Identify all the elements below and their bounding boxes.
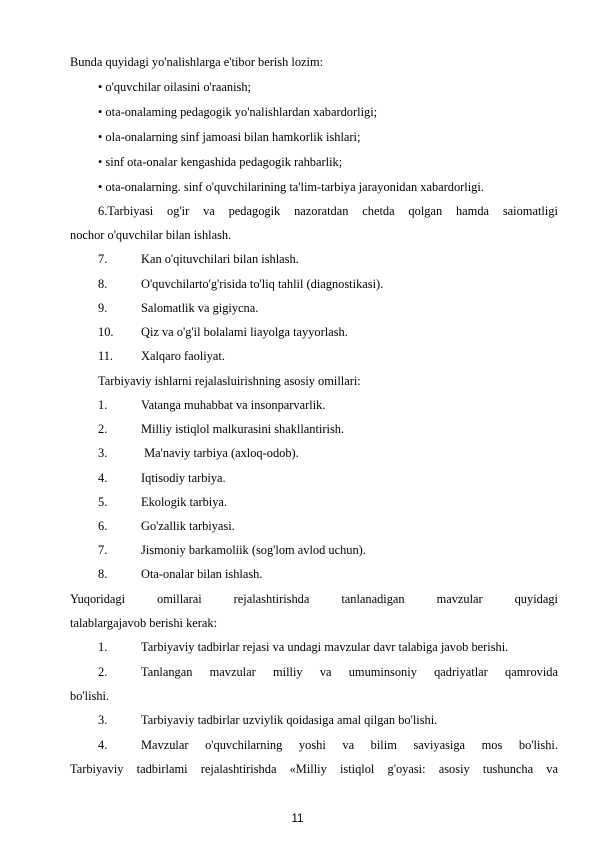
list-number: 11. [98,349,114,363]
word: umuminsoniy [348,665,417,679]
word: g'oyasi: [387,762,426,776]
section-heading: Tarbiyaviy ishlarni rejalasluirishning asosiy omillari: [98,374,361,388]
word: tushuncha [482,762,534,776]
word: mos [481,738,503,752]
word: omillarai [157,592,202,606]
list-text-continuation: bo'lishi. [70,689,110,703]
list-number: 10. [98,325,114,339]
list-text: Kan o'qituvchilari bilan ishlash. [141,252,299,266]
word: saviyasiga [413,738,466,752]
list-text-continuation [70,762,558,776]
item6-line2: nochor o'quvchilar bilan ishlash. [70,228,232,242]
word: tadbirlami [136,762,188,776]
word: nazoratdan [294,204,349,218]
list-number: 9. [98,301,108,315]
word: quyidagi [514,592,558,606]
word: Tanlangan [141,665,193,679]
word: pedagogik [228,204,281,218]
list-number: 5. [98,495,108,509]
list-text: Salomatlik va gigiycna. [141,301,259,315]
list-item [0,301,595,315]
list-item [0,277,595,291]
list-text: Go'zallik tarbiyasi. [141,519,235,533]
bullet-item: • ola-onalarning sinf jamoasi bilan hamkorlik ishlari; [98,130,361,144]
list-item [0,567,595,581]
word: milliy [272,665,303,679]
list-text-justified [141,665,558,679]
list-number: 4. [98,738,108,752]
bullet-item: • sinf ota-onalar kengashida pedagogik rahbarlik; [98,155,343,169]
list-item [0,471,595,485]
word: asosiy [438,762,470,776]
list-number: 6. [98,519,108,533]
list-item [0,446,595,460]
intro-line: Bunda quyidagi yo'nalishlarga e'tibor berish lozim: [70,55,324,69]
word: hamda [455,204,490,218]
list-text: Jismoniy barkamoliik (sog'lom avlod uchun). [141,543,366,557]
word: bilim [370,738,397,752]
word: qamrovida [505,665,558,679]
bullet-item: • ota-onalaming pedagogik yo'nalishlardan xabardorligi; [98,105,378,119]
list-text: Xalqaro faoliyat. [141,349,225,363]
list-text: Ekologik tarbiya. [141,495,228,509]
word: o'quvchilarning [205,738,283,752]
list-number: 4. [98,471,108,485]
word: Tarbiyaviy [70,762,124,776]
list-text: O'quvchilarto'g'risida to'liq tahlil (diagnostikasi). [141,277,384,291]
list-text: Vatanga muhabbat va insonparvarlik. [141,398,326,412]
word: rejalashtirishda [233,592,310,606]
page-number: 11 [291,813,304,825]
bullet-item: • o'quvchilar oilasini o'raanish; [98,80,251,94]
list-item [0,738,595,752]
list-item [0,543,595,557]
list-item [0,398,595,412]
list-item [0,495,595,509]
word: og'ir [167,204,190,218]
list-text: Qiz va o'g'il bolalami liayolga tayyorlash. [141,325,348,339]
word: bo'lishi. [518,738,558,752]
word: va [203,204,215,218]
word: «Milliy [289,762,327,776]
list-number: 2. [98,665,108,679]
list-item [0,422,595,436]
word: 6.Tarbiyasi [98,204,154,218]
list-number: 1. [98,398,108,412]
list-text: Ota-onalar bilan ishlash. [141,567,263,581]
list-number: 2. [98,422,108,436]
word: Yuqoridagi [70,592,126,606]
para3-line2: talablargajavob berishi kerak: [70,616,218,630]
list-item [0,325,595,339]
word: mavzular [209,665,256,679]
word: va [319,665,332,679]
list-text: Milliy istiqlol malkurasini shakllantirish. [141,422,345,436]
bullet-item: • ota-onalarning. sinf o'quvchilarining ta'lim-tarbiya jarayonidan xabardorligi. [98,180,484,194]
word: saiomatligi [502,204,558,218]
list-number: 3. [98,446,108,460]
list-item [0,713,595,727]
item6-line1 [98,204,558,218]
list-number: 3. [98,713,108,727]
list-text: Iqtisodiy tarbiya. [141,471,226,485]
list-item [0,519,595,533]
word: rejalashtirishda [200,762,277,776]
list-text: Tarbiyaviy tadbirlar rejasi va undagi mavzular davr talabiga javob berishi. [141,640,509,654]
list-number: 1. [98,640,108,654]
word: qadriyatlar [434,665,488,679]
list-item [0,665,595,679]
list-item [0,640,595,654]
word: Mavzular [141,738,189,752]
word: va [546,762,558,776]
para3-line1 [70,592,558,606]
list-item [0,349,595,363]
word: yoshi [298,738,326,752]
word: qolgan [408,204,443,218]
list-number: 7. [98,252,108,266]
word: istiqlol [339,762,375,776]
list-number: 7. [98,543,108,557]
list-text-justified [141,738,558,752]
word: tanlanadigan [341,592,405,606]
list-text: Tarbiyaviy tadbirlar uzviylik qoidasiga amal qilgan bo'lishi. [141,713,438,727]
list-number: 8. [98,567,108,581]
list-item [0,252,595,266]
list-text: Ma'naviy tarbiya (axloq-odob). [141,446,299,460]
list-number: 8. [98,277,108,291]
word: mavzular [436,592,483,606]
word: chetda [362,204,395,218]
word: va [342,738,355,752]
